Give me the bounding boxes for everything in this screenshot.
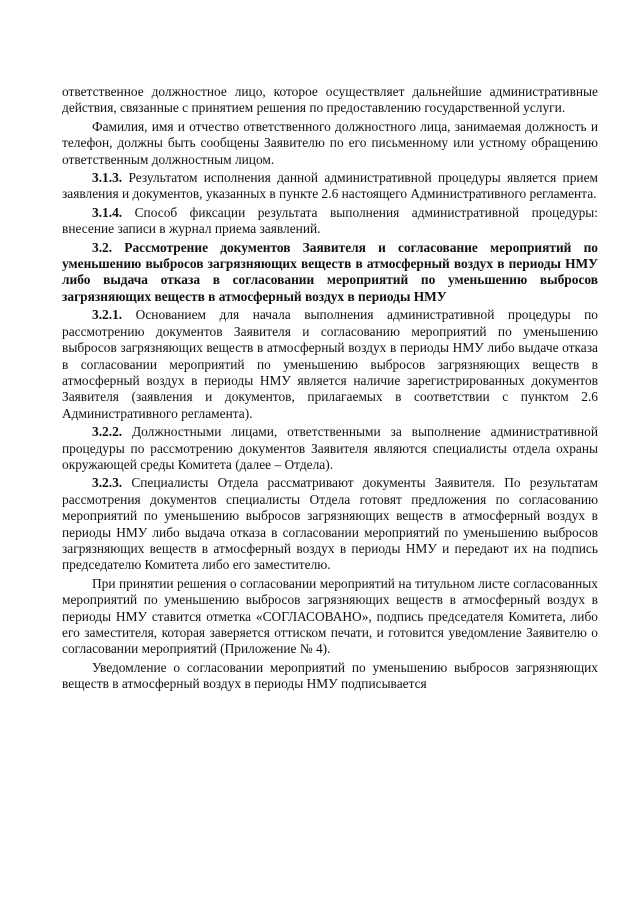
clause-text: Способ фиксации результата выполнения административной процедуры: внесение записи в журнал приема заявлений. [62,204,598,237]
clause-text: Результатом исполнения данной административной процедуры является прием заявления и документов, указанных в пункте 2.6 настоящего Административного регламента. [62,170,598,202]
paragraph-contact-info: Фамилия, имя и отчество ответственного должностного лица, занимаемая должность и телефон, должны быть сообщены Заявителю по его письменному или устному обращению ответственным должностным лицом. [62,118,598,167]
paragraph-3-2-1 [62,307,598,422]
paragraph-3-1-3 [62,170,598,203]
clause-number: 3.1.3. [92,170,123,186]
clause-number: 3.2.2. [92,424,123,440]
paragraph-3-1-4 [62,205,598,238]
section-heading-3-2: 3.2. Рассмотрение документов Заявителя и согласование мероприятий по уменьшению выбросов загрязняющих веществ в атмосферный воздух в периоды НМУ либо выдача отказа в согласовании мероприятий по уменьшению выбросов загрязняющих веществ в атмосферный воздух в периоды НМУ [62,239,598,304]
paragraph-approval-decision: При принятии решения о согласовании мероприятий на титульном листе согласованных мероприятий по уменьшению выбросов загрязняющих веществ в атмосферный воздух в периоды НМУ ставится отметка «СОГЛАСОВАНО», подпись председателя Комитета, либо его заместителя, которая заверяется оттиском печати, и готовится уведомление Заявителю о согласовании мероприятий (Приложение № 4). [62,575,598,657]
paragraph-continuation: ответственное должностное лицо, которое осуществляет дальнейшие административные действия, связанные с принятием решения по предоставлению государственной услуги. [62,84,598,116]
paragraph-notification: Уведомление о согласовании мероприятий по уменьшению выбросов загрязняющих веществ в атмосферный воздух в периоды НМУ подписывается [62,659,598,692]
paragraph-3-2-3 [62,475,598,573]
clause-number: 3.2.3. [92,475,123,491]
clause-number: 3.1.4. [92,204,123,220]
paragraph-3-2-2 [62,424,598,473]
clause-number: 3.2.1. [92,307,123,323]
clause-text: Основанием для начала выполнения административной процедуры по рассмотрению документов Заявителя и согласованию мероприятий по уменьшению выбросов загрязняющих веществ в атмосферный воздух в периоды НМУ либо выдаче отказа в согласовании мероприятий по уменьшению выбросов загрязняющих веществ в атмосферный воздух в периоды НМУ является наличие зарегистрированных документов Заявителя (заявления и документов, прилагаемых в соответствии с пунктом 2.6 Административного регламента). [62,307,598,421]
clause-text: Должностными лицами, ответственными за выполнение административной процедуры по рассмотрению документов Заявителя являются специалисты отдела охраны окружающей среды Комитета (далее – Отдела). [62,424,598,472]
document-page [62,84,598,693]
clause-text: Специалисты Отдела рассматривают документы Заявителя. По результатам рассмотрения документов специалисты Отдела готовят предложения по согласованию мероприятий по уменьшению выбросов загрязняющих веществ в атмосферный воздух в периоды НМУ либо выдача отказа в согласовании мероприятий по уменьшению выбросов загрязняющих веществ в атмосферный воздух в периоды НМУ и передают их на подпись председателю Комитета либо его заместителю. [62,475,598,573]
